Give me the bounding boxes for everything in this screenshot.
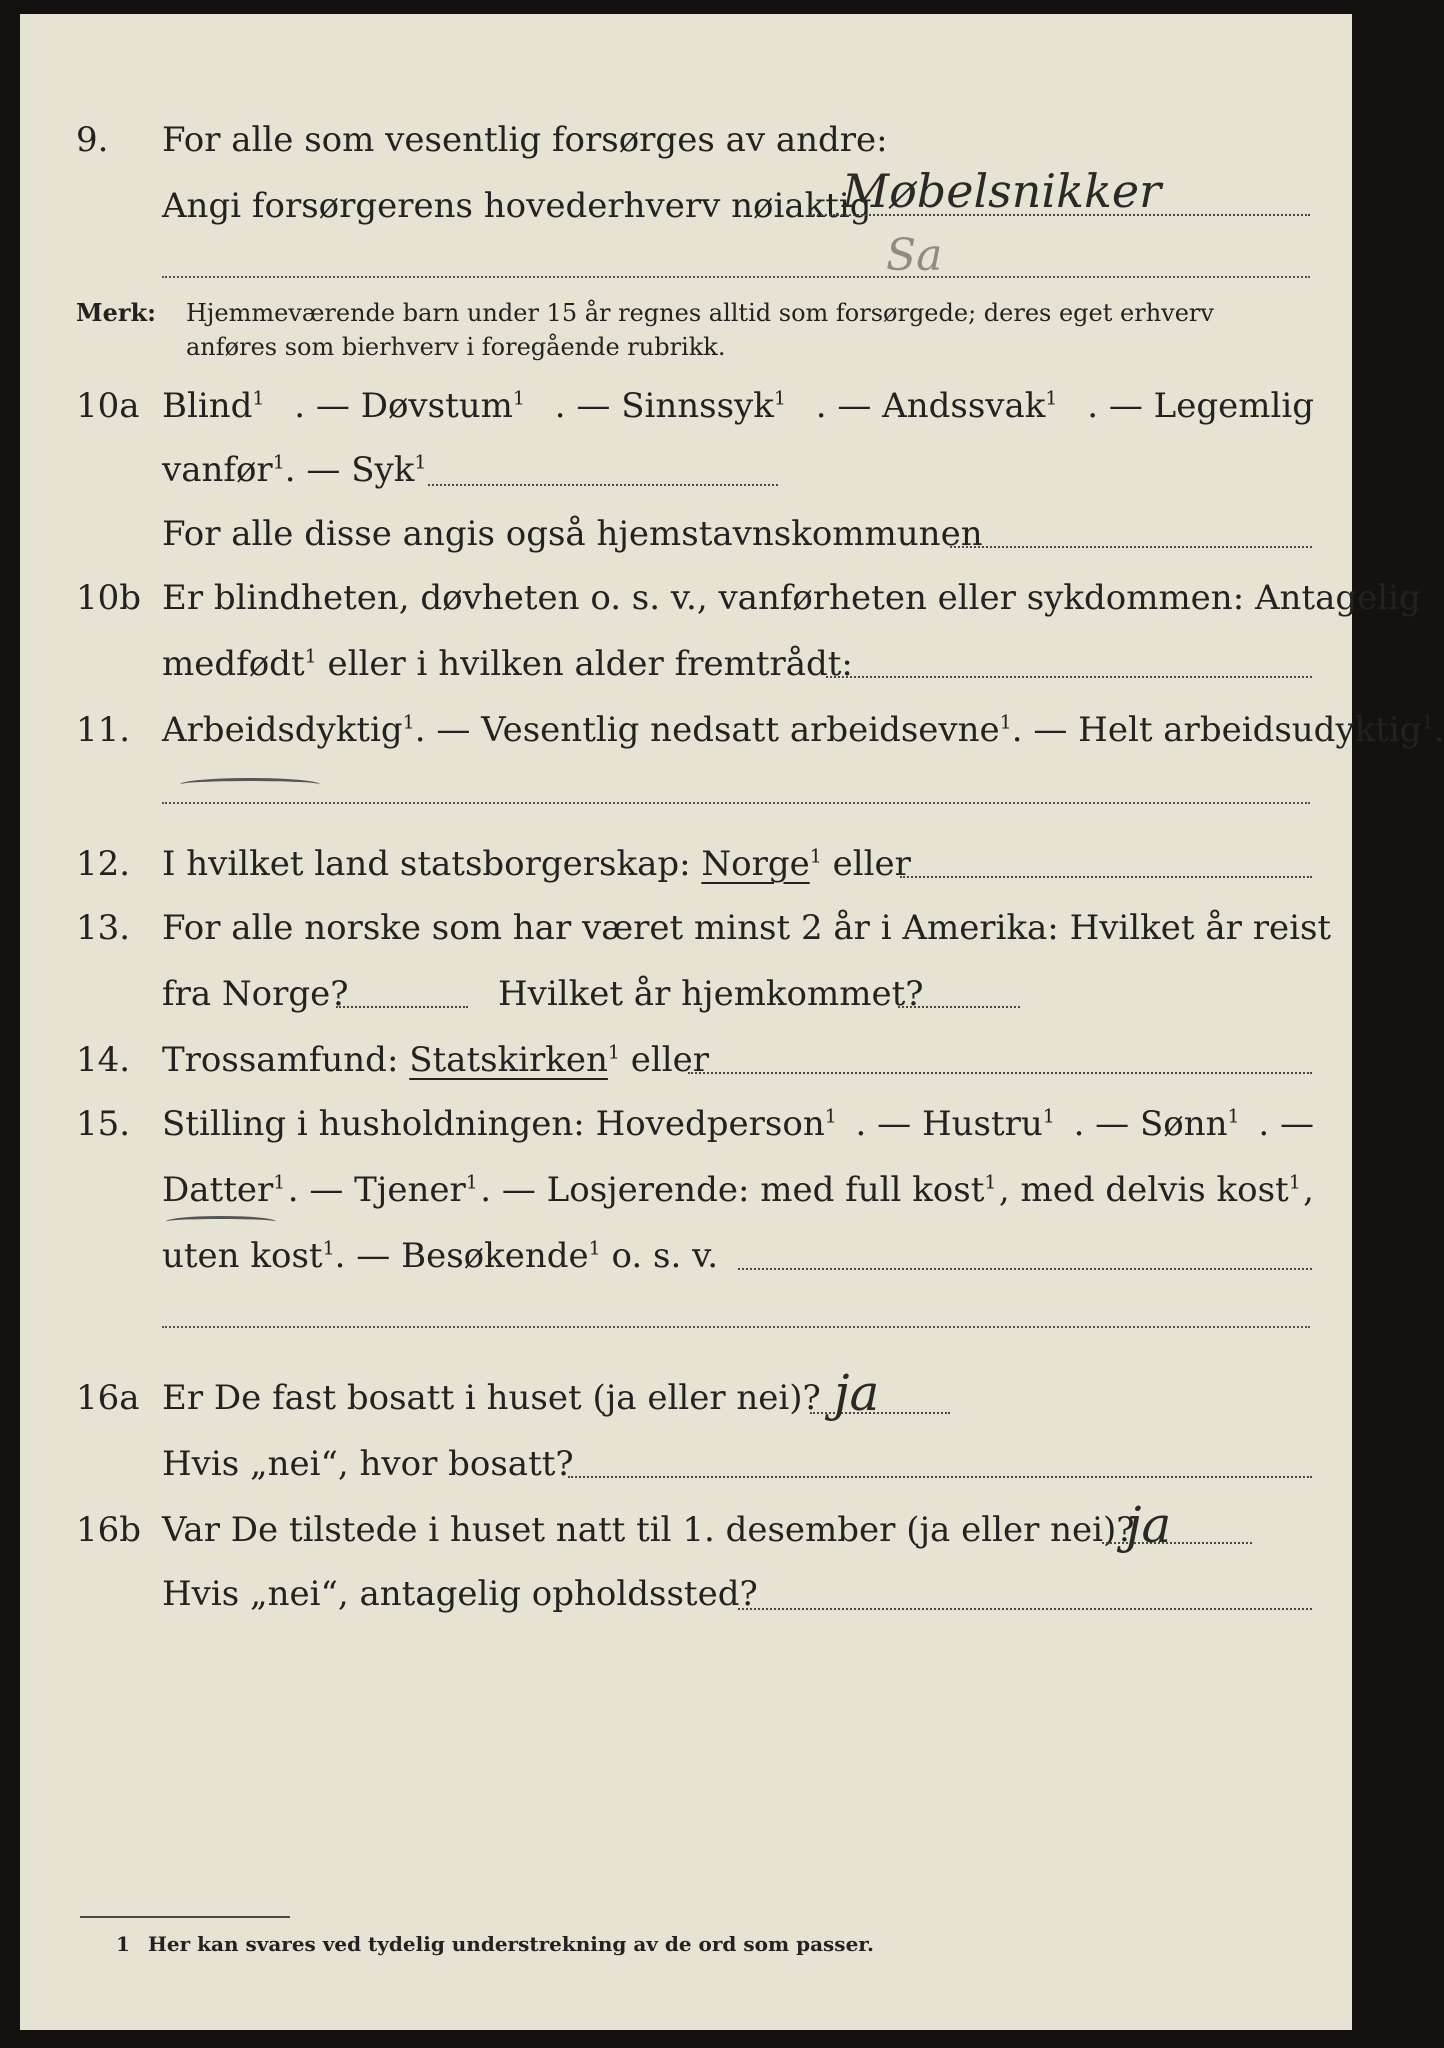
q10b-number: 10b bbox=[76, 578, 142, 618]
q15-line3: uten kost$^1$. — Besøkende$^1$ o. s. v. bbox=[162, 1236, 719, 1276]
q12-choice-norge: Norge bbox=[701, 844, 810, 884]
q9-faint-mark: Sa bbox=[886, 230, 943, 281]
q12-line: I hvilket land statsborgerskap: Norge$^1$ eller bbox=[162, 844, 911, 884]
option-blind: Blind$^1$ bbox=[162, 386, 265, 426]
q16a-answer-line bbox=[810, 1412, 950, 1414]
census-form-page bbox=[20, 14, 1444, 2030]
q15-number: 15. bbox=[76, 1104, 131, 1144]
q15-extra-line bbox=[162, 1326, 1310, 1328]
merk-line1: Hjemmeværende barn under 15 år regnes alltid som forsørgede; deres eget erhverv bbox=[186, 299, 1214, 327]
q10a-syk-line bbox=[428, 484, 778, 486]
q10a-line2: vanfør$^1$. — Syk$^1$ bbox=[162, 450, 427, 490]
option-dovstum: . — Døvstum$^1$ bbox=[294, 386, 525, 426]
q11-number: 11. bbox=[76, 710, 131, 750]
q13-reist-line bbox=[336, 1006, 468, 1008]
option-legemlig: . — Legemlig bbox=[1087, 386, 1314, 426]
q16b-answer-line bbox=[1102, 1542, 1252, 1544]
footnote-text: Her kan svares ved tydelig understrekning av de ord som passer. bbox=[148, 1932, 874, 1956]
q14-number: 14. bbox=[76, 1040, 131, 1080]
footnote-rule bbox=[80, 1916, 290, 1918]
q11-underline-mark bbox=[180, 778, 320, 791]
q9-number: 9. bbox=[76, 120, 109, 160]
option-andssvak: . — Andssvak$^1$ bbox=[815, 386, 1058, 426]
q16a-line2: Hvis „nei“, hvor bosatt? bbox=[162, 1444, 574, 1484]
q16b-handwritten-answer: ja bbox=[1126, 1496, 1172, 1554]
q15-line1: Stilling i husholdningen: Hovedperson$^1$ . — Hustru$^1$ . — Sønn$^1$ . — bbox=[162, 1104, 1314, 1144]
q11-extra-line bbox=[162, 802, 1310, 804]
q15-answer-line bbox=[738, 1268, 1312, 1270]
q16a-bosatt-line bbox=[568, 1476, 1312, 1478]
q9-line2: Angi forsørgerens hovederhverv nøiaktig bbox=[162, 186, 872, 226]
q10a-kommune-line bbox=[950, 546, 1312, 548]
q10a-line1 bbox=[162, 386, 1314, 426]
q16b-opholdssted-line bbox=[738, 1608, 1312, 1610]
q13-line1: For alle norske som har været minst 2 år i Amerika: Hvilket år reist bbox=[162, 908, 1332, 948]
merk-line2: anføres som bierhverv i foregående rubrikk. bbox=[186, 333, 726, 361]
q13-line2a: fra Norge? bbox=[162, 974, 349, 1014]
footnote-mark: 1 bbox=[116, 1932, 130, 1956]
q10b-answer-line bbox=[826, 676, 1312, 678]
q16a-number: 16a bbox=[76, 1378, 140, 1418]
q10a-line3: For alle disse angis også hjemstavnskommunen bbox=[162, 514, 983, 554]
q10a-number: 10a bbox=[76, 386, 140, 426]
q9-extra-line bbox=[162, 276, 1310, 278]
q14-line: Trossamfund: Statskirken$^1$ eller bbox=[162, 1040, 710, 1080]
q14-choice-statskirken: Statskirken bbox=[409, 1040, 608, 1080]
q15-line2: Datter$^1$ . — Tjener$^1$ . — Losjerende: med full kost$^1$ , med delvis kost$^1$ , bbox=[162, 1170, 1314, 1210]
q9-handwritten-answer: Møbelsnikker bbox=[842, 164, 1162, 218]
q15-datter-underline-mark bbox=[166, 1216, 276, 1227]
q16a-handwritten-answer: ja bbox=[834, 1364, 880, 1422]
q15-choice-datter: Datter$^1$ bbox=[162, 1170, 286, 1210]
merk-label: Merk: bbox=[76, 298, 156, 327]
q16b-number: 16b bbox=[76, 1510, 142, 1550]
q16a-line1: Er De fast bosatt i huset (ja eller nei)? bbox=[162, 1378, 821, 1418]
q12-answer-line bbox=[900, 876, 1312, 878]
q13-number: 13. bbox=[76, 908, 131, 948]
q13-hjemkommet-line bbox=[898, 1006, 1020, 1008]
q12-number: 12. bbox=[76, 844, 131, 884]
q9-line1: For alle som vesentlig forsørges av andre: bbox=[162, 120, 888, 160]
q11-line: Arbeidsdyktig$^1$. — Vesentlig nedsatt arbeidsevne$^1$. — Helt arbeidsudyktig$^1$. bbox=[162, 710, 1444, 750]
q13-line2b: Hvilket år hjemkommet? bbox=[498, 974, 924, 1014]
q10b-line1: Er blindheten, døvheten o. s. v., vanførheten eller sykdommen: Antagelig bbox=[162, 578, 1421, 618]
q14-answer-line bbox=[688, 1072, 1312, 1074]
q16b-line1: Var De tilstede i huset natt til 1. desember (ja eller nei)? bbox=[162, 1510, 1135, 1550]
q16b-line2: Hvis „nei“, antagelig opholdssted? bbox=[162, 1574, 758, 1614]
option-sinnssyk: . — Sinnssyk$^1$ bbox=[554, 386, 786, 426]
q10b-line2: medfødt$^1$ eller i hvilken alder fremtrådt: bbox=[162, 644, 853, 684]
